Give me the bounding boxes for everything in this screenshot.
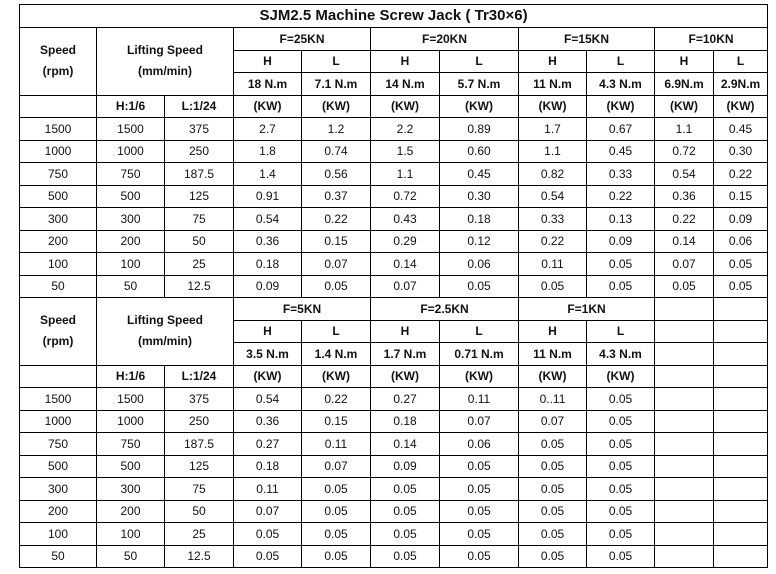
power-value: 0.15 bbox=[302, 410, 371, 433]
label-line: (mm/min) bbox=[138, 334, 192, 349]
empty-cell bbox=[655, 523, 714, 546]
power-value: 0.22 bbox=[587, 185, 655, 208]
ratio-col-header: L bbox=[302, 50, 371, 73]
table-row bbox=[20, 185, 768, 208]
torque-value: 11 N.m bbox=[519, 343, 587, 366]
power-value: 0.72 bbox=[655, 140, 714, 163]
lifting-speed-value: 12.5 bbox=[165, 545, 234, 568]
title-row bbox=[20, 5, 768, 28]
torque-value: 5.7 N.m bbox=[440, 73, 519, 96]
power-value: 1.1 bbox=[371, 163, 440, 186]
lifting-speed-value: 1000 bbox=[97, 410, 165, 433]
force-header: F=1KN bbox=[519, 298, 655, 321]
ratio-h-label: H:1/6 bbox=[97, 365, 165, 388]
speed-value: 1500 bbox=[20, 388, 97, 411]
power-value: 0.36 bbox=[655, 185, 714, 208]
label-line: Lifting Speed bbox=[127, 313, 203, 328]
label-line: Speed bbox=[39, 313, 76, 328]
power-value: 0.05 bbox=[587, 410, 655, 433]
power-value: 0.05 bbox=[440, 523, 519, 546]
power-value: 0.27 bbox=[371, 388, 440, 411]
force-header: F=20KN bbox=[371, 28, 519, 51]
torque-value: 7.1 N.m bbox=[302, 73, 371, 96]
lifting-speed-value: 100 bbox=[97, 253, 165, 276]
empty-cell bbox=[714, 545, 768, 568]
unit-label: (KW) bbox=[440, 365, 519, 388]
power-value: 0.06 bbox=[714, 230, 768, 253]
speed-value: 500 bbox=[20, 185, 97, 208]
power-value: 0.18 bbox=[234, 455, 302, 478]
torque-value: 11 N.m bbox=[519, 73, 587, 96]
lifting-speed-value: 50 bbox=[97, 275, 165, 298]
empty-cell bbox=[655, 365, 714, 388]
power-value: 0.05 bbox=[587, 455, 655, 478]
empty-cell bbox=[714, 523, 768, 546]
unit-label: (KW) bbox=[587, 365, 655, 388]
power-value: 0.14 bbox=[371, 433, 440, 456]
empty-cell bbox=[655, 320, 714, 343]
ratio-col-header: H bbox=[655, 50, 714, 73]
unit-label: (KW) bbox=[714, 95, 768, 118]
unit-row bbox=[20, 95, 768, 118]
speed-value: 300 bbox=[20, 208, 97, 231]
power-value: 0.12 bbox=[440, 230, 519, 253]
power-value: 0.07 bbox=[302, 253, 371, 276]
power-value: 0.07 bbox=[302, 455, 371, 478]
unit-label: (KW) bbox=[519, 95, 587, 118]
power-value: 0..11 bbox=[519, 388, 587, 411]
power-value: 0.14 bbox=[371, 253, 440, 276]
speed-value: 1000 bbox=[20, 140, 97, 163]
power-value: 0.27 bbox=[234, 433, 302, 456]
empty-cell bbox=[714, 433, 768, 456]
ratio-l-label: L:1/24 bbox=[165, 95, 234, 118]
power-value: 1.8 bbox=[234, 140, 302, 163]
power-value: 0.07 bbox=[371, 275, 440, 298]
lifting-speed-value: 50 bbox=[97, 545, 165, 568]
power-value: 0.13 bbox=[587, 208, 655, 231]
ratio-col-header: H bbox=[519, 320, 587, 343]
power-value: 0.11 bbox=[234, 478, 302, 501]
table-row bbox=[20, 388, 768, 411]
torque-value: 0.71 N.m bbox=[440, 343, 519, 366]
speed-value: 750 bbox=[20, 433, 97, 456]
power-value: 0.54 bbox=[655, 163, 714, 186]
screw-jack-table bbox=[19, 4, 768, 568]
ratio-col-header: H bbox=[234, 320, 302, 343]
empty-cell bbox=[655, 500, 714, 523]
table-row bbox=[20, 208, 768, 231]
force-header: F=2.5KN bbox=[371, 298, 519, 321]
unit-label: (KW) bbox=[371, 365, 440, 388]
lifting-speed-value: 1000 bbox=[97, 140, 165, 163]
speed-value: 300 bbox=[20, 478, 97, 501]
power-value: 0.07 bbox=[655, 253, 714, 276]
label-line: Speed bbox=[39, 43, 76, 58]
speed-header bbox=[20, 298, 97, 366]
power-value: 0.05 bbox=[440, 455, 519, 478]
spec-sheet bbox=[19, 4, 767, 568]
power-value: 0.11 bbox=[440, 388, 519, 411]
power-value: 0.45 bbox=[440, 163, 519, 186]
speed-value: 1000 bbox=[20, 410, 97, 433]
power-value: 0.89 bbox=[440, 118, 519, 141]
force-header-row bbox=[20, 298, 768, 321]
torque-value: 1.4 N.m bbox=[302, 343, 371, 366]
speed-value: 200 bbox=[20, 230, 97, 253]
power-value: 0.43 bbox=[371, 208, 440, 231]
power-value: 0.11 bbox=[519, 253, 587, 276]
power-value: 1.7 bbox=[519, 118, 587, 141]
power-value: 0.09 bbox=[587, 230, 655, 253]
page-title: SJM2.5 Machine Screw Jack ( Tr30×6) bbox=[20, 5, 768, 28]
power-value: 0.05 bbox=[587, 253, 655, 276]
lifting-speed-header bbox=[97, 28, 234, 96]
power-value: 0.05 bbox=[587, 523, 655, 546]
power-value: 0.05 bbox=[234, 523, 302, 546]
power-value: 0.91 bbox=[234, 185, 302, 208]
empty-cell bbox=[20, 95, 97, 118]
empty-cell bbox=[655, 545, 714, 568]
lifting-speed-value: 500 bbox=[97, 455, 165, 478]
unit-label: (KW) bbox=[234, 365, 302, 388]
power-value: 0.05 bbox=[655, 275, 714, 298]
empty-cell bbox=[655, 455, 714, 478]
table-row bbox=[20, 545, 768, 568]
table-row bbox=[20, 140, 768, 163]
power-value: 1.5 bbox=[371, 140, 440, 163]
power-value: 0.06 bbox=[440, 433, 519, 456]
power-value: 1.2 bbox=[302, 118, 371, 141]
force-header: F=5KN bbox=[234, 298, 371, 321]
power-value: 0.67 bbox=[587, 118, 655, 141]
label-line: Lifting Speed bbox=[127, 43, 203, 58]
power-value: 0.05 bbox=[371, 500, 440, 523]
power-value: 0.22 bbox=[302, 388, 371, 411]
unit-row bbox=[20, 365, 768, 388]
speed-value: 50 bbox=[20, 275, 97, 298]
power-value: 0.05 bbox=[302, 478, 371, 501]
power-value: 0.72 bbox=[371, 185, 440, 208]
lifting-speed-value: 300 bbox=[97, 208, 165, 231]
power-value: 0.60 bbox=[440, 140, 519, 163]
power-value: 0.05 bbox=[234, 545, 302, 568]
lifting-speed-value: 50 bbox=[165, 230, 234, 253]
ratio-col-header: H bbox=[371, 320, 440, 343]
empty-cell bbox=[714, 365, 768, 388]
table-row bbox=[20, 523, 768, 546]
power-value: 0.30 bbox=[440, 185, 519, 208]
power-value: 0.05 bbox=[371, 523, 440, 546]
power-value: 0.05 bbox=[519, 433, 587, 456]
unit-label: (KW) bbox=[302, 95, 371, 118]
lifting-speed-value: 250 bbox=[165, 140, 234, 163]
empty-cell bbox=[714, 455, 768, 478]
ratio-col-header: H bbox=[234, 50, 302, 73]
ratio-col-header: L bbox=[587, 320, 655, 343]
ratio-h-label: H:1/6 bbox=[97, 95, 165, 118]
power-value: 0.29 bbox=[371, 230, 440, 253]
lifting-speed-value: 75 bbox=[165, 208, 234, 231]
power-value: 0.05 bbox=[519, 545, 587, 568]
speed-value: 200 bbox=[20, 500, 97, 523]
empty-cell bbox=[714, 410, 768, 433]
power-value: 0.05 bbox=[519, 523, 587, 546]
power-value: 0.11 bbox=[302, 433, 371, 456]
power-value: 1.4 bbox=[234, 163, 302, 186]
empty-cell bbox=[655, 410, 714, 433]
table-row bbox=[20, 433, 768, 456]
lifting-speed-value: 12.5 bbox=[165, 275, 234, 298]
power-value: 0.06 bbox=[440, 253, 519, 276]
power-value: 0.18 bbox=[371, 410, 440, 433]
power-value: 0.18 bbox=[234, 253, 302, 276]
power-value: 0.74 bbox=[302, 140, 371, 163]
unit-label: (KW) bbox=[655, 95, 714, 118]
ratio-l-label: L:1/24 bbox=[165, 365, 234, 388]
lifting-speed-value: 300 bbox=[97, 478, 165, 501]
power-value: 0.09 bbox=[234, 275, 302, 298]
lifting-speed-value: 375 bbox=[165, 118, 234, 141]
ratio-col-header: L bbox=[440, 50, 519, 73]
empty-cell bbox=[714, 298, 768, 321]
speed-value: 750 bbox=[20, 163, 97, 186]
power-value: 0.05 bbox=[371, 545, 440, 568]
power-value: 0.15 bbox=[714, 185, 768, 208]
power-value: 0.37 bbox=[302, 185, 371, 208]
power-value: 0.54 bbox=[234, 388, 302, 411]
empty-cell bbox=[714, 320, 768, 343]
speed-value: 100 bbox=[20, 523, 97, 546]
power-value: 0.09 bbox=[714, 208, 768, 231]
ratio-col-header: H bbox=[519, 50, 587, 73]
table-row bbox=[20, 410, 768, 433]
power-value: 0.05 bbox=[440, 478, 519, 501]
lifting-speed-value: 25 bbox=[165, 523, 234, 546]
force-header: F=15KN bbox=[519, 28, 655, 51]
empty-cell bbox=[714, 343, 768, 366]
power-value: 0.05 bbox=[587, 388, 655, 411]
table-row bbox=[20, 275, 768, 298]
power-value: 0.07 bbox=[234, 500, 302, 523]
power-value: 0.05 bbox=[519, 500, 587, 523]
power-value: 0.45 bbox=[587, 140, 655, 163]
power-value: 0.33 bbox=[587, 163, 655, 186]
power-value: 0.05 bbox=[519, 478, 587, 501]
unit-label: (KW) bbox=[587, 95, 655, 118]
power-value: 1.1 bbox=[655, 118, 714, 141]
unit-label: (KW) bbox=[302, 365, 371, 388]
label-line: (rpm) bbox=[42, 334, 74, 349]
power-value: 1.1 bbox=[519, 140, 587, 163]
power-value: 0.05 bbox=[302, 275, 371, 298]
empty-cell bbox=[655, 433, 714, 456]
empty-cell bbox=[714, 478, 768, 501]
empty-cell bbox=[655, 298, 714, 321]
torque-value: 2.9N.m bbox=[714, 73, 768, 96]
lifting-speed-value: 187.5 bbox=[165, 163, 234, 186]
power-value: 0.05 bbox=[714, 275, 768, 298]
unit-label: (KW) bbox=[371, 95, 440, 118]
ratio-col-header: L bbox=[440, 320, 519, 343]
power-value: 0.36 bbox=[234, 230, 302, 253]
lifting-speed-value: 1500 bbox=[97, 118, 165, 141]
lifting-speed-value: 750 bbox=[97, 433, 165, 456]
lifting-speed-value: 75 bbox=[165, 478, 234, 501]
ratio-col-header: L bbox=[714, 50, 768, 73]
lifting-speed-header bbox=[97, 298, 234, 366]
lifting-speed-value: 187.5 bbox=[165, 433, 234, 456]
power-value: 0.22 bbox=[302, 208, 371, 231]
unit-label: (KW) bbox=[519, 365, 587, 388]
power-value: 0.14 bbox=[655, 230, 714, 253]
power-value: 0.05 bbox=[587, 275, 655, 298]
lifting-speed-value: 200 bbox=[97, 230, 165, 253]
lifting-speed-value: 50 bbox=[165, 500, 234, 523]
unit-label: (KW) bbox=[234, 95, 302, 118]
force-header: F=10KN bbox=[655, 28, 768, 51]
lifting-speed-value: 250 bbox=[165, 410, 234, 433]
power-value: 0.05 bbox=[519, 275, 587, 298]
empty-cell bbox=[655, 388, 714, 411]
power-value: 0.56 bbox=[302, 163, 371, 186]
power-value: 0.05 bbox=[519, 455, 587, 478]
ratio-col-header: L bbox=[587, 50, 655, 73]
lifting-speed-value: 200 bbox=[97, 500, 165, 523]
force-header-row bbox=[20, 28, 768, 51]
empty-cell bbox=[655, 343, 714, 366]
label-line: (rpm) bbox=[42, 64, 74, 79]
power-value: 0.54 bbox=[234, 208, 302, 231]
power-value: 0.18 bbox=[440, 208, 519, 231]
table-row bbox=[20, 478, 768, 501]
lifting-speed-value: 125 bbox=[165, 185, 234, 208]
table-row bbox=[20, 455, 768, 478]
power-value: 0.05 bbox=[371, 478, 440, 501]
torque-value: 18 N.m bbox=[234, 73, 302, 96]
table-row bbox=[20, 163, 768, 186]
lifting-speed-value: 750 bbox=[97, 163, 165, 186]
lifting-speed-value: 500 bbox=[97, 185, 165, 208]
torque-value: 14 N.m bbox=[371, 73, 440, 96]
speed-header bbox=[20, 28, 97, 96]
power-value: 0.36 bbox=[234, 410, 302, 433]
torque-value: 4.3 N.m bbox=[587, 343, 655, 366]
power-value: 0.05 bbox=[587, 478, 655, 501]
power-value: 0.05 bbox=[302, 500, 371, 523]
power-value: 0.30 bbox=[714, 140, 768, 163]
lifting-speed-value: 100 bbox=[97, 523, 165, 546]
power-value: 2.2 bbox=[371, 118, 440, 141]
speed-value: 50 bbox=[20, 545, 97, 568]
power-value: 0.15 bbox=[302, 230, 371, 253]
power-value: 0.05 bbox=[302, 545, 371, 568]
empty-cell bbox=[655, 478, 714, 501]
speed-value: 500 bbox=[20, 455, 97, 478]
speed-value: 100 bbox=[20, 253, 97, 276]
torque-value: 4.3 N.m bbox=[587, 73, 655, 96]
power-value: 0.09 bbox=[371, 455, 440, 478]
power-value: 0.05 bbox=[440, 545, 519, 568]
lifting-speed-value: 375 bbox=[165, 388, 234, 411]
power-value: 0.45 bbox=[714, 118, 768, 141]
lifting-speed-value: 1500 bbox=[97, 388, 165, 411]
torque-value: 1.7 N.m bbox=[371, 343, 440, 366]
table-row bbox=[20, 230, 768, 253]
power-value: 0.05 bbox=[587, 545, 655, 568]
lifting-speed-value: 25 bbox=[165, 253, 234, 276]
table-row bbox=[20, 118, 768, 141]
power-value: 0.05 bbox=[714, 253, 768, 276]
table-row bbox=[20, 253, 768, 276]
empty-cell bbox=[714, 500, 768, 523]
power-value: 0.82 bbox=[519, 163, 587, 186]
label-line: (mm/min) bbox=[138, 64, 192, 79]
power-value: 0.07 bbox=[440, 410, 519, 433]
empty-cell bbox=[714, 388, 768, 411]
torque-value: 3.5 N.m bbox=[234, 343, 302, 366]
power-value: 0.07 bbox=[519, 410, 587, 433]
power-value: 0.05 bbox=[302, 523, 371, 546]
speed-value: 1500 bbox=[20, 118, 97, 141]
torque-value: 6.9N.m bbox=[655, 73, 714, 96]
power-value: 0.22 bbox=[714, 163, 768, 186]
empty-cell bbox=[20, 365, 97, 388]
power-value: 0.05 bbox=[587, 433, 655, 456]
ratio-col-header: H bbox=[371, 50, 440, 73]
unit-label: (KW) bbox=[440, 95, 519, 118]
power-value: 0.05 bbox=[440, 500, 519, 523]
power-value: 0.54 bbox=[519, 185, 587, 208]
table-row bbox=[20, 500, 768, 523]
power-value: 0.22 bbox=[655, 208, 714, 231]
force-header: F=25KN bbox=[234, 28, 371, 51]
power-value: 0.22 bbox=[519, 230, 587, 253]
power-value: 0.05 bbox=[440, 275, 519, 298]
lifting-speed-value: 125 bbox=[165, 455, 234, 478]
power-value: 2.7 bbox=[234, 118, 302, 141]
ratio-col-header: L bbox=[302, 320, 371, 343]
power-value: 0.05 bbox=[587, 500, 655, 523]
power-value: 0.33 bbox=[519, 208, 587, 231]
